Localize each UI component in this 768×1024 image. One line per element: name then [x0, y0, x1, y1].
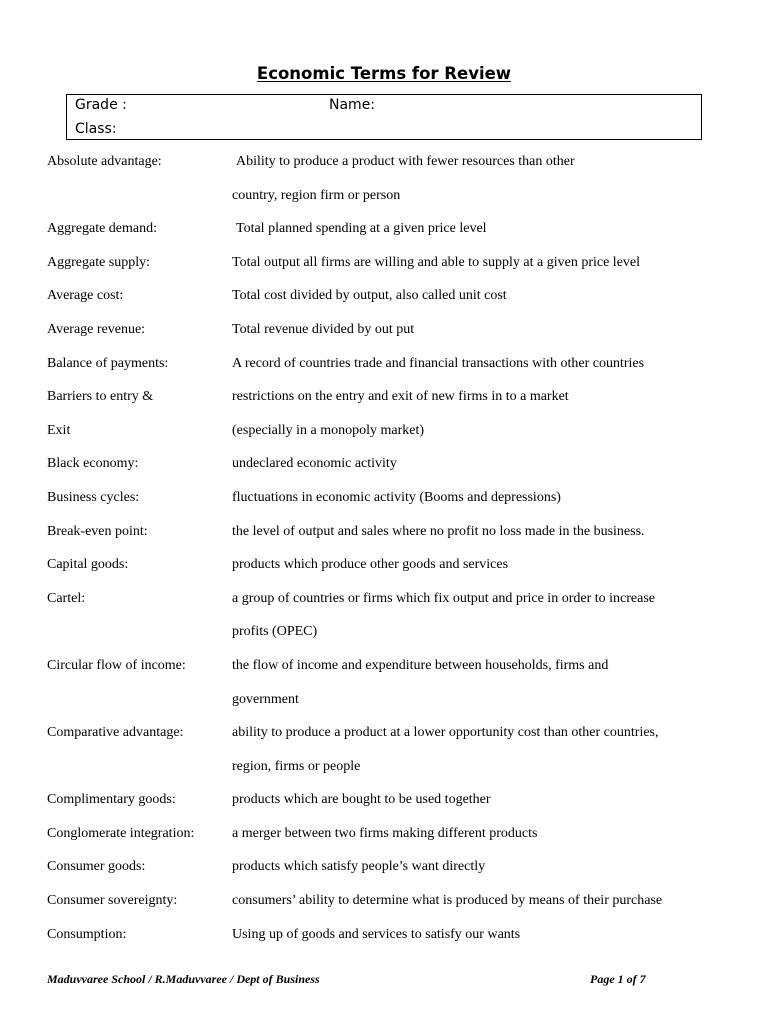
term-label: Black economy:	[47, 456, 139, 472]
term-definition: a merger between two firms making different products	[232, 825, 538, 841]
term-label: Conglomerate integration:	[47, 825, 195, 841]
term-definition: products which produce other goods and services	[232, 557, 509, 573]
term-row	[0, 555, 768, 589]
term-definition: Ability to produce a product with fewer resources than other	[236, 154, 575, 169]
term-definition: a group of countries or firms which fix output and price in order to increase	[232, 590, 655, 606]
name-field: Name:	[329, 97, 376, 113]
term-row	[0, 186, 768, 220]
term-label: Comparative advantage:	[47, 725, 184, 741]
term-row	[0, 622, 768, 656]
term-label: Absolute advantage:	[47, 154, 162, 169]
grade-field: Grade :	[75, 97, 127, 113]
term-definition: profits (OPEC)	[232, 624, 318, 640]
term-row	[0, 454, 768, 488]
term-definition: restrictions on the entry and exit of new firms in to a market	[232, 389, 569, 405]
term-definition: region, firms or people	[232, 758, 361, 774]
term-definition: Total planned spending at a given price level	[236, 221, 487, 237]
term-definition: the flow of income and expenditure between households, firms and	[232, 657, 609, 673]
term-row	[0, 488, 768, 522]
term-row	[0, 286, 768, 320]
term-label: Circular flow of income:	[47, 657, 186, 673]
term-definition: government	[232, 691, 299, 707]
term-definition: ability to produce a product at a lower opportunity cost than other countries,	[232, 725, 659, 741]
term-label: Barriers to entry &	[47, 389, 154, 405]
term-label: Exit	[47, 422, 71, 438]
document-title: Economic Terms for Review	[256, 64, 512, 83]
term-row	[0, 522, 768, 556]
term-row	[0, 421, 768, 455]
term-definition: products which satisfy people’s want directly	[232, 859, 486, 875]
term-row	[0, 320, 768, 354]
term-definition: fluctuations in economic activity (Booms and depressions)	[232, 489, 561, 505]
term-row	[0, 354, 768, 388]
term-row	[0, 757, 768, 791]
term-label: Average cost:	[47, 288, 124, 304]
term-row	[0, 387, 768, 421]
term-definition: Using up of goods and services to satisfy our wants	[232, 926, 521, 942]
term-row	[0, 253, 768, 287]
term-row	[0, 824, 768, 858]
footer-school: Maduvvaree School / R.Maduvvaree / Dept of Business	[47, 972, 320, 986]
term-row	[0, 589, 768, 623]
term-row	[0, 690, 768, 724]
term-definition: (especially in a monopoly market)	[232, 422, 425, 438]
term-definition: the level of output and sales where no profit no loss made in the business.	[232, 523, 645, 539]
class-field: Class:	[75, 121, 117, 137]
term-row	[0, 152, 768, 186]
term-row	[0, 925, 768, 959]
term-definition: Total revenue divided by out put	[232, 321, 415, 337]
term-label: Complimentary goods:	[47, 792, 176, 808]
term-row	[0, 656, 768, 690]
student-info-box	[66, 94, 702, 140]
term-definition: country, region firm or person	[232, 187, 401, 203]
term-definition: Total output all firms are willing and able to supply at a given price level	[232, 254, 641, 270]
term-label: Consumption:	[47, 926, 127, 942]
term-label: Average revenue:	[47, 321, 146, 337]
term-label: Cartel:	[47, 590, 86, 606]
term-row	[0, 790, 768, 824]
term-label: Consumer sovereignty:	[47, 893, 178, 909]
term-row	[0, 723, 768, 757]
footer-page-number: Page 1 of 7	[590, 972, 646, 986]
term-label: Aggregate demand:	[47, 221, 158, 237]
term-row	[0, 891, 768, 925]
term-label: Break-even point:	[47, 523, 148, 539]
term-row	[0, 857, 768, 891]
term-definition: consumers’ ability to determine what is produced by means of their purchase	[232, 893, 663, 909]
term-label: Balance of payments:	[47, 355, 169, 371]
terms-list	[0, 152, 768, 958]
term-label: Aggregate supply:	[47, 254, 151, 270]
term-definition: undeclared economic activity	[232, 456, 397, 472]
term-label: Consumer goods:	[47, 859, 146, 875]
term-definition: Total cost divided by output, also called unit cost	[232, 288, 507, 304]
term-label: Business cycles:	[47, 489, 140, 505]
term-label: Capital goods:	[47, 557, 129, 573]
term-definition: A record of countries trade and financial transactions with other countries	[232, 355, 645, 371]
term-row	[0, 219, 768, 253]
term-definition: products which are bought to be used together	[232, 792, 491, 808]
